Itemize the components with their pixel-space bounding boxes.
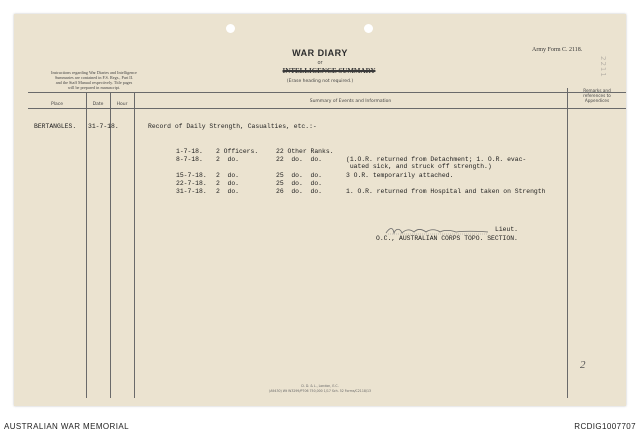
row-remark: 3 O.R. temporarily attached.	[346, 172, 454, 179]
printer-imprint: D. D. & L., London, E.C.	[301, 384, 339, 388]
signature-rank: Lieut.	[495, 226, 519, 233]
column-divider	[567, 88, 568, 398]
column-divider	[134, 92, 135, 398]
remarks-line: references to	[583, 93, 611, 98]
struck-heading: INTELLIGENCE SUMMARY	[282, 67, 376, 75]
row-date: 8-7-18.	[176, 156, 203, 163]
entry-date: 31-7-18.	[88, 123, 119, 130]
printer-imprint: (A9430) Wt W3299/P706 750,000 1/17 Sch. 52 Forms/C2118/13	[268, 389, 372, 393]
row-date: 22-7-18.	[176, 180, 207, 187]
archive-reference: RCDIG1007707	[574, 422, 636, 431]
remarks-line: Appendices	[584, 98, 610, 103]
column-divider	[86, 92, 87, 398]
column-header-summary: Summary of Events and Information	[309, 99, 392, 104]
header-top-rule	[28, 92, 626, 93]
header-bottom-rule	[28, 108, 626, 109]
column-header-hour: Hour	[116, 102, 128, 107]
entry-heading: Record of Daily Strength, Casualties, etc.:-	[148, 123, 317, 130]
column-divider	[110, 92, 111, 398]
entry-place: BERTANGLES.	[34, 123, 77, 130]
row-other-ranks: 22 do. do.	[276, 156, 323, 163]
column-header-place: Place	[51, 102, 63, 107]
instructions	[29, 70, 159, 90]
column-header-date: Date	[92, 102, 104, 107]
row-date: 15-7-18.	[176, 172, 207, 179]
instruction-line: and the Staff Manual respectively. Title pages	[55, 80, 133, 85]
instruction-line: will be prepared in manuscript.	[67, 85, 121, 90]
row-officers: 2 do.	[216, 156, 240, 163]
row-remark: uated sick, and struck off strength.)	[346, 163, 492, 170]
war-diary-sheet	[14, 14, 626, 406]
row-remark: (1.O.R. returned from Detachment; 1. O.R. evac-	[346, 156, 527, 163]
pencil-mark: 2211	[599, 56, 607, 78]
row-other-ranks: 25 do. do.	[276, 180, 323, 187]
document-title: WAR DIARY	[292, 48, 348, 58]
punch-hole	[226, 24, 235, 33]
row-date: 1-7-18.	[176, 148, 203, 155]
archive-credit: AUSTRALIAN WAR MEMORIAL	[4, 422, 129, 431]
row-remark: 1. O.R. returned from Hospital and taken on Strength	[346, 188, 546, 195]
punch-hole	[364, 24, 373, 33]
instruction-line: Instructions regarding War Diaries and Intelligence	[51, 70, 137, 75]
row-other-ranks: 26 do. do.	[276, 188, 323, 195]
remarks-line: Remarks and	[583, 88, 611, 93]
row-other-ranks: 22 Other Ranks.	[276, 148, 334, 155]
instruction-line: Summaries are contained in F.S. Regs., Part II.	[54, 75, 134, 80]
row-officers: 2 Officers.	[216, 148, 259, 155]
row-officers: 2 do.	[216, 188, 240, 195]
row-date: 31-7-18.	[176, 188, 207, 195]
column-header-remarks	[568, 88, 626, 103]
row-other-ranks: 25 do. do.	[276, 172, 323, 179]
title-or: or	[317, 60, 323, 66]
page-mark: 2	[580, 359, 586, 371]
form-number: Army Form C. 2118.	[532, 47, 583, 53]
row-officers: 2 do.	[216, 172, 240, 179]
signature-appointment: O.C., AUSTRALIAN CORPS TOPO. SECTION.	[376, 235, 518, 242]
erase-note: (Erase heading not required.)	[286, 79, 354, 84]
row-officers: 2 do.	[216, 180, 240, 187]
